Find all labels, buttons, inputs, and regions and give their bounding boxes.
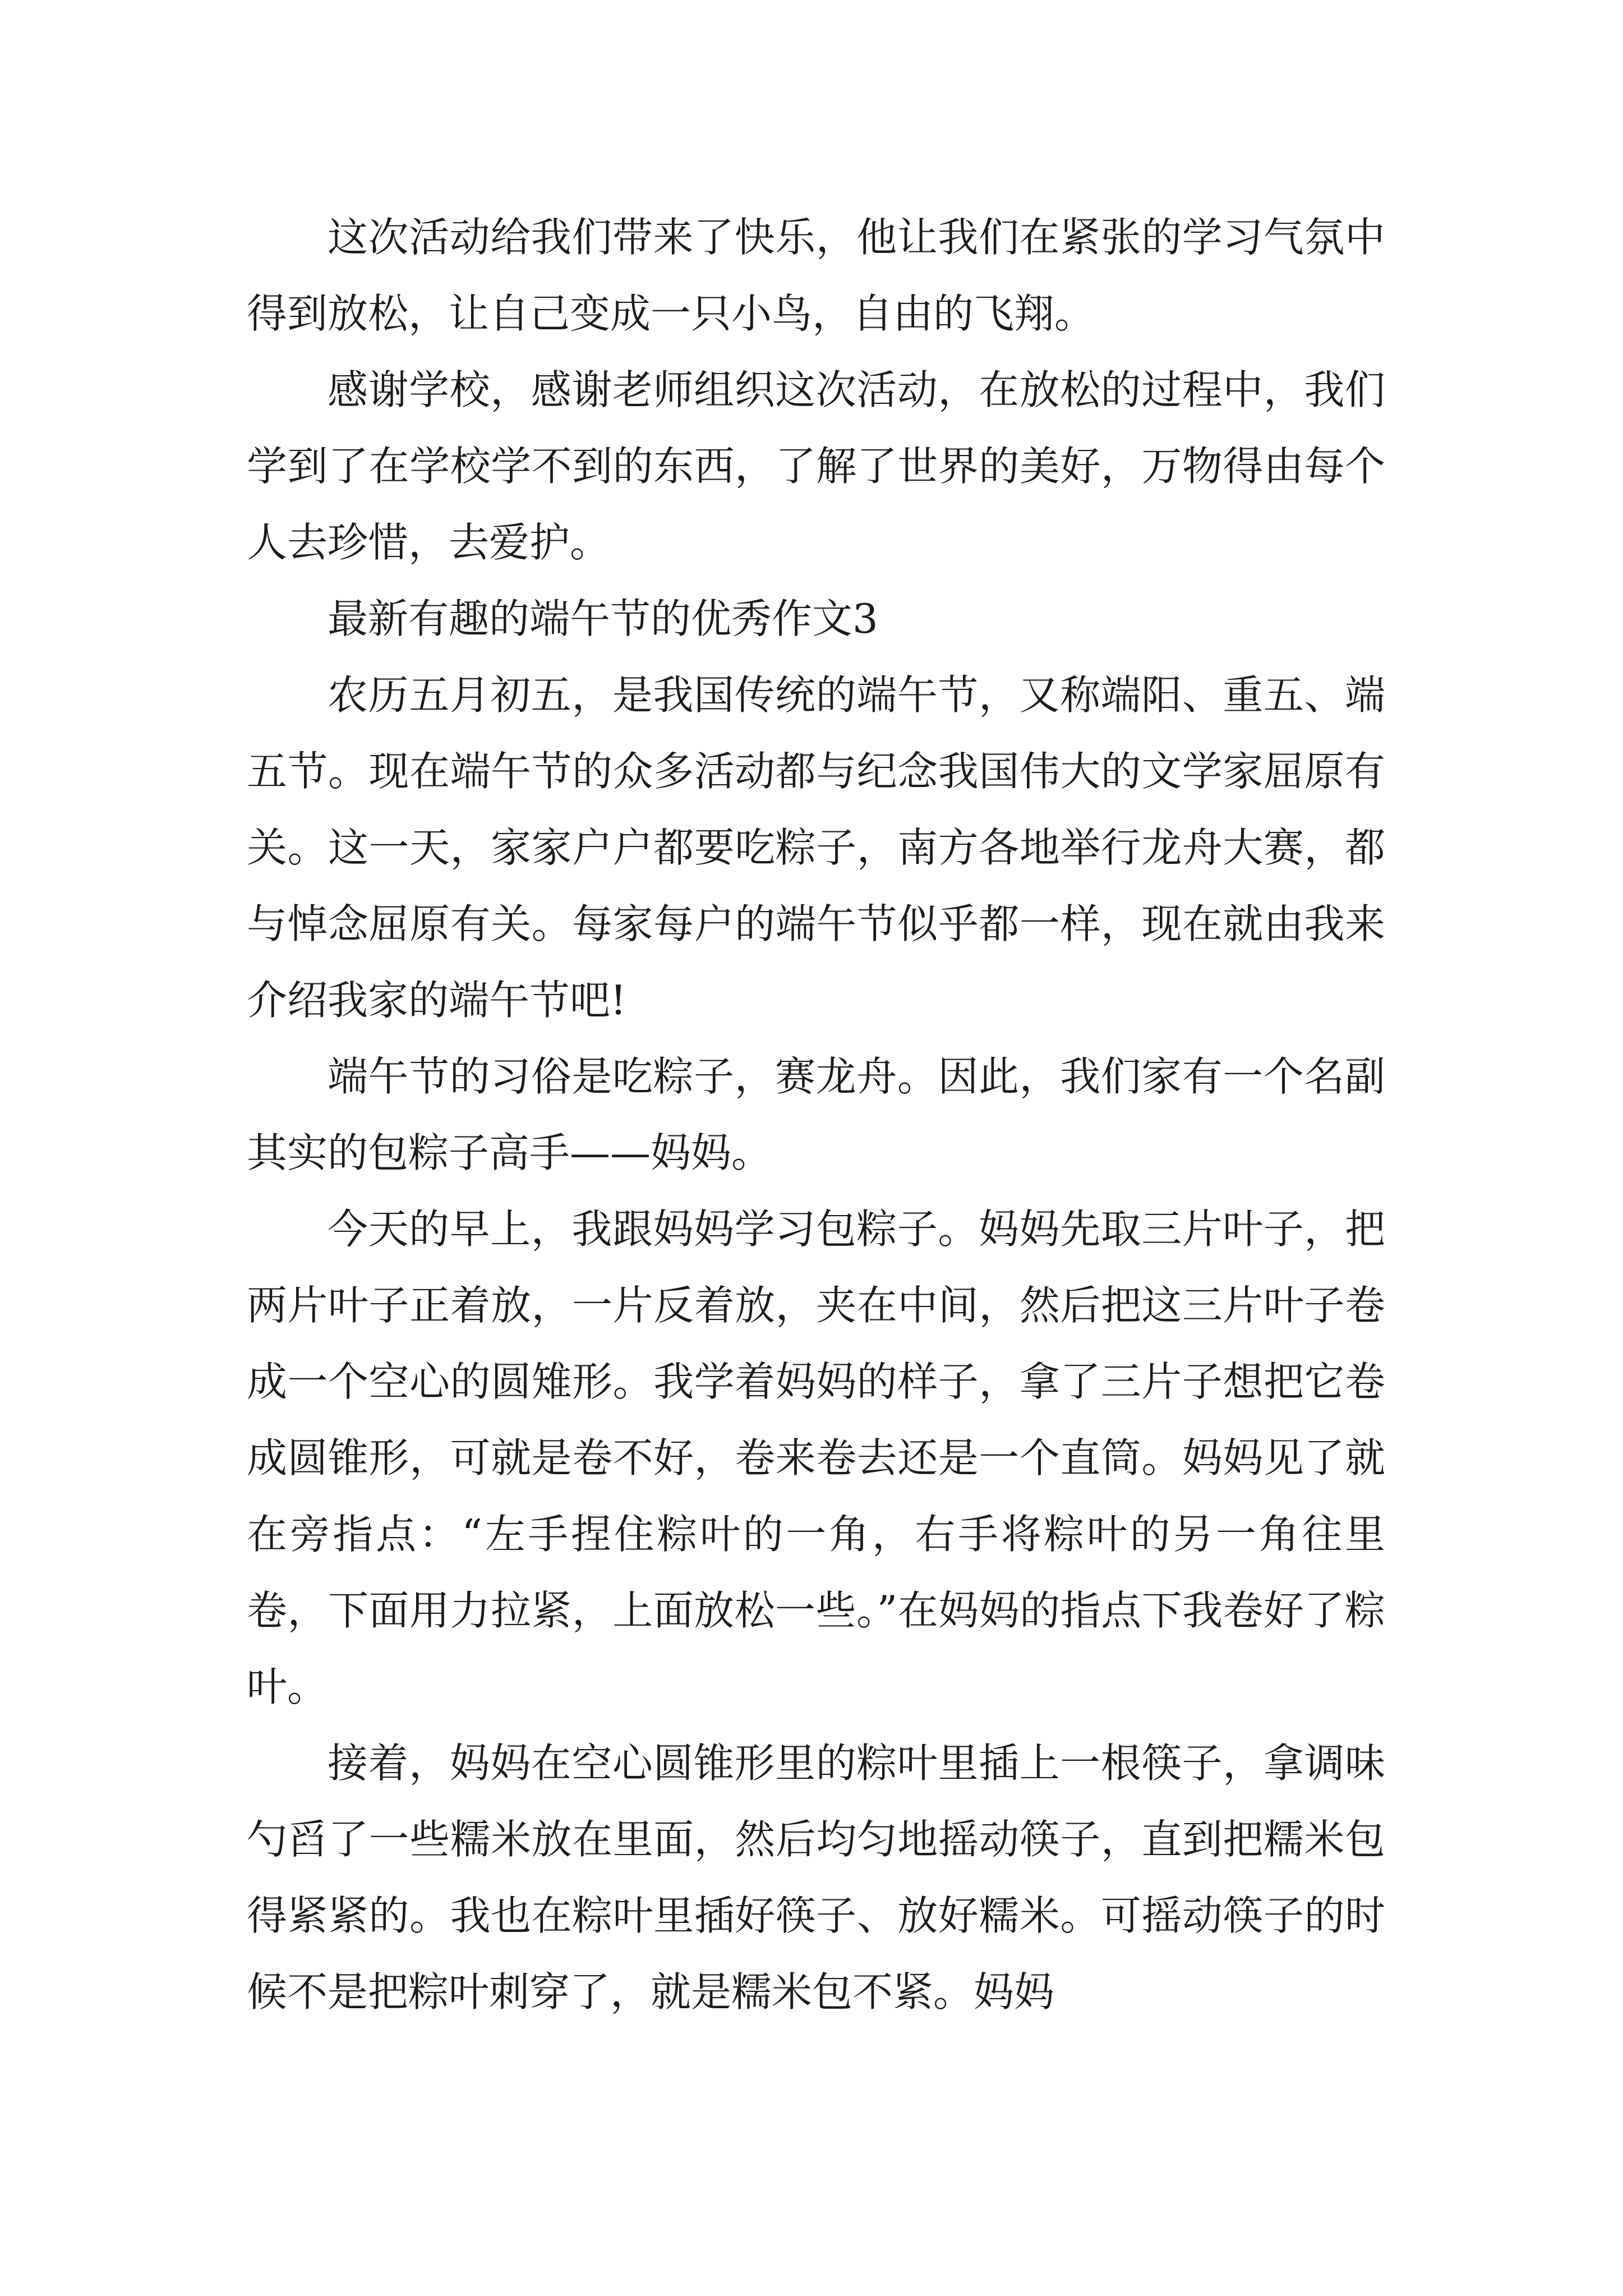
document-body xyxy=(247,199,1385,2030)
paragraph-customs: 端午节的习俗是吃粽子，赛龙舟。因此，我们家有一个名副其实的包粽子高手——妈妈。 xyxy=(247,1053,1385,1176)
paragraph-filling-rice: 接着，妈妈在空心圆锥形里的粽叶里插上一根筷子，拿调味勺舀了一些糯米放在里面，然后均匀地摇动筷子，直到把糯米包得紧紧的。我也在粽叶里插好筷子、放好糯米。可摇动筷子的时候不是把粽叶刺穿了，就是糯米包不紧。妈妈 xyxy=(247,1740,1385,2016)
paragraph-dragon-boat-intro: 农历五月初五，是我国传统的端午节，又称端阳、重五、端五节。现在端午节的众多活动都与纪念我国伟大的文学家屈原有关。这一天，家家户户都要吃粽子，南方各地举行龙舟大赛，都与悼念屈原有关。每家每户的端午节似乎都一样，现在就由我来介绍我家的端午节吧! xyxy=(247,671,1385,1024)
paragraph-activity-joy: 这次活动给我们带来了快乐，他让我们在紧张的学习气氛中得到放松，让自己变成一只小鸟，自由的飞翔。 xyxy=(247,214,1385,337)
section-heading: 最新有趣的端午节的优秀作文3 xyxy=(328,595,878,642)
paragraph-learning-zongzi: 今天的早上，我跟妈妈学习包粽子。妈妈先取三片叶子，把两片叶子正着放，一片反着放，夹在中间，然后把这三片叶子卷成一个空心的圆雉形。我学着妈妈的样子，拿了三片子想把它卷成圆锥形，可就是卷不好，卷来卷去还是一个直筒。妈妈见了就在旁指点：“左手捏住粽叶的一角，右手将粽叶的另一角往里卷，下面用力拉紧，上面放松一些。”在妈妈的指点下我卷好了粽叶。 xyxy=(247,1205,1385,1710)
paragraph-thanks-school: 感谢学校，感谢老师组织这次活动，在放松的过程中，我们学到了在学校学不到的东西，了解了世界的美好，万物得由每个人去珍惜，去爱护。 xyxy=(247,366,1385,566)
